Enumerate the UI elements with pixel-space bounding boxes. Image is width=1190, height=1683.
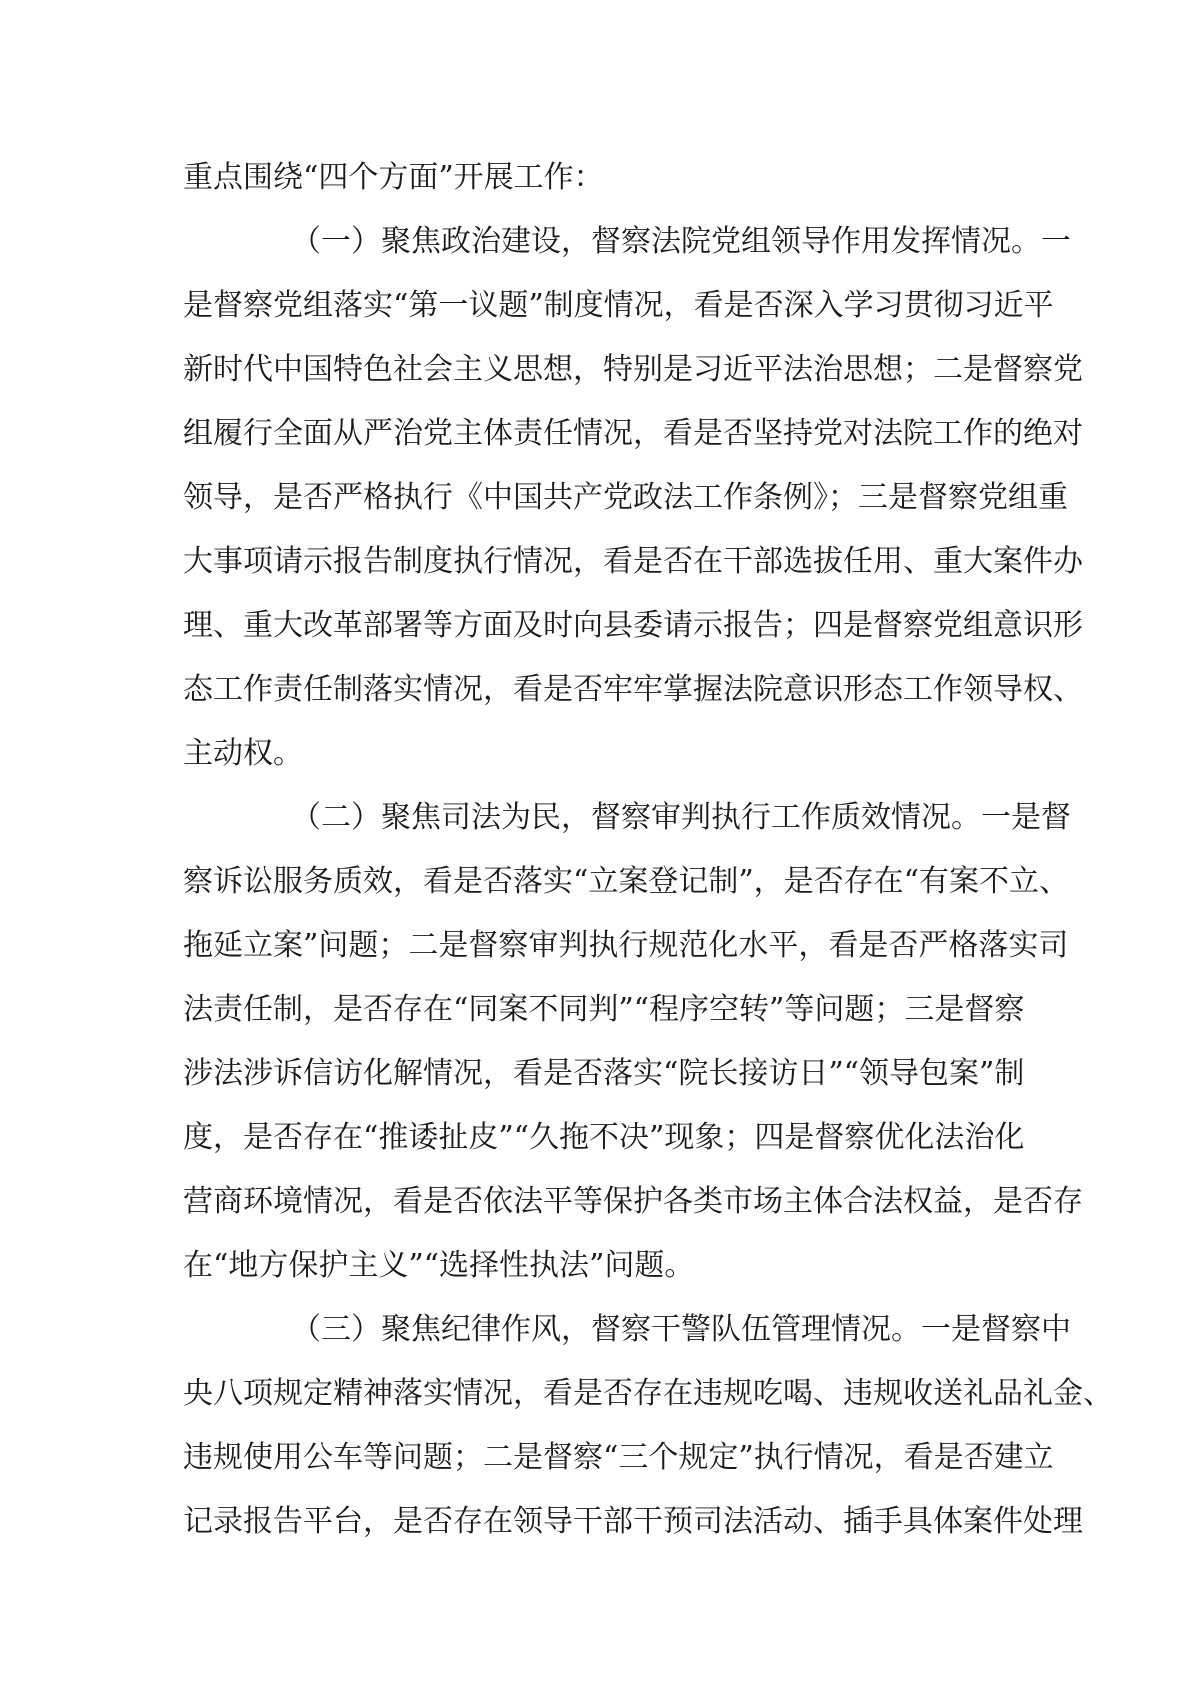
- text-line: 在“地方保护主义”“选择性执法”问题。: [183, 1248, 695, 1283]
- text-line: 新时代中国特色社会主义思想，特别是习近平法治思想；二是督察党: [183, 352, 1083, 387]
- text-line: （三）聚焦纪律作风，督察干警队伍管理情况。一是督察中: [291, 1312, 1071, 1347]
- text-line: 态工作责任制落实情况，看是否牢牢掌握法院意识形态工作领导权、: [183, 672, 1083, 707]
- paragraph-section-3: [183, 1298, 1113, 1554]
- text-line: 大事项请示报告制度执行情况，看是否在干部选拔任用、重大案件办: [183, 544, 1083, 579]
- paragraph-section-1: [183, 210, 1083, 786]
- text-line: 主动权。: [183, 736, 303, 771]
- text-line: 法责任制，是否存在“同案不同判”“程序空转”等问题；三是督察: [183, 992, 1025, 1027]
- text-line: 理、重大改革部署等方面及时向县委请示报告；四是督察党组意识形: [183, 608, 1083, 643]
- text-line: 重点围绕“四个方面”开展工作：: [183, 160, 604, 195]
- text-line: （一）聚焦政治建设，督察法院党组领导作用发挥情况。一: [291, 224, 1071, 259]
- text-line: 涉法涉诉信访化解情况，看是否落实“院长接访日”“领导包案”制: [183, 1056, 1025, 1091]
- text-line: 拖延立案”问题；二是督察审判执行规范化水平，看是否严格落实司: [183, 928, 1069, 963]
- paragraph-section-2: [183, 786, 1083, 1298]
- text-line: 度，是否存在“推诿扯皮”“久拖不决”现象；四是督察优化法治化: [183, 1120, 1025, 1155]
- text-line: 察诉讼服务质效，看是否落实“立案登记制”，是否存在“有案不立、: [183, 864, 1070, 899]
- text-line: 营商环境情况，看是否依法平等保护各类市场主体合法权益，是否存: [183, 1184, 1083, 1219]
- text-line: 组履行全面从严治党主体责任情况，看是否坚持党对法院工作的绝对: [183, 416, 1083, 451]
- text-line: （二）聚焦司法为民，督察审判执行工作质效情况。一是督: [291, 800, 1071, 835]
- text-line: 记录报告平台，是否存在领导干部干预司法活动、插手具体案件处理: [183, 1504, 1083, 1539]
- text-line: 央八项规定精神落实情况，看是否存在违规吃喝、违规收送礼品礼金、: [183, 1376, 1113, 1411]
- paragraph-intro: [183, 146, 1020, 210]
- text-line: 违规使用公车等问题；二是督察“三个规定”执行情况，看是否建立: [183, 1440, 1054, 1475]
- text-line: 领导，是否严格执行《中国共产党政法工作条例》；三是督察党组重: [183, 480, 1068, 515]
- text-line: 是督察党组落实“第一议题”制度情况，看是否深入学习贯彻习近平: [183, 288, 1054, 323]
